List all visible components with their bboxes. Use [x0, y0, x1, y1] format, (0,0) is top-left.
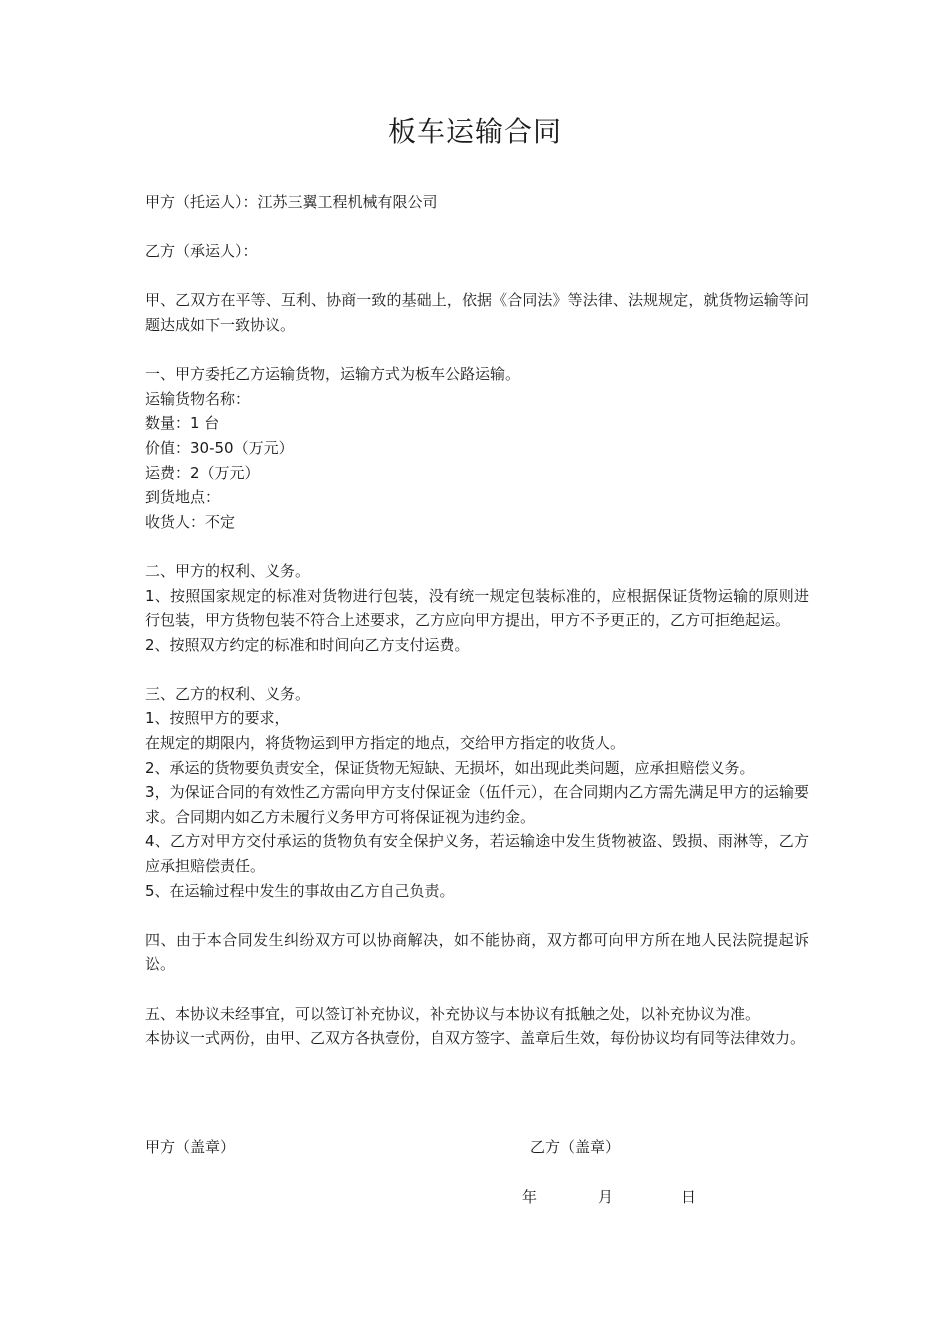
spacer — [145, 977, 809, 1002]
section4-paragraph: 四、由于本合同发生纠纷双方可以协商解决，如不能协商，双方都可向甲方所在地人民法院提起诉讼。 — [145, 930, 809, 974]
spacer — [145, 903, 809, 928]
section3-item: 4、乙方对甲方交付承运的货物负有安全保护义务，若运输途中发生货物被盗、毁损、雨淋等，乙方应承担赔偿责任。 — [145, 832, 809, 876]
section3-item: 2、承运的货物要负责安全，保证货物无短缺、无损坏，如出现此类问题，应承担赔偿义务。 — [145, 758, 755, 777]
section3-item: 1、按照甲方的要求， — [145, 709, 290, 728]
spacer — [145, 338, 809, 363]
spacer — [145, 534, 809, 559]
section3-item: 在规定的期限内，将货物运到甲方指定的地点，交给甲方指定的收货人。 — [145, 734, 626, 753]
cargo-name-line: 运输货物名称： — [145, 389, 251, 408]
document-title: 板车运输合同 — [387, 115, 562, 148]
party-b-seal-label: 乙方（盖章） — [530, 1138, 621, 1156]
party-a-seal-label: 甲方（盖章） — [145, 1138, 236, 1156]
party-a-line: 甲方（托运人）：江苏三翼工程机械有限公司 — [145, 193, 438, 211]
freight-line: 运费：2（万元） — [145, 463, 260, 482]
section3-heading: 三、乙方的权利、义务。 — [145, 684, 311, 703]
date-month-label: 月 — [598, 1188, 614, 1206]
spacer — [145, 264, 809, 289]
section2-heading: 二、甲方的权利、义务。 — [145, 561, 311, 580]
section1-heading: 一、甲方委托乙方运输货物，运输方式为板车公路运输。 — [145, 365, 521, 384]
value-line: 价值：30-50（万元） — [145, 438, 294, 457]
spacer — [145, 215, 809, 240]
quantity-line: 数量：1 台 — [145, 414, 220, 433]
date-year-label: 年 — [522, 1188, 538, 1206]
date-day-label: 日 — [681, 1188, 697, 1206]
section5-line1: 五、本协议未经事宜，可以签订补充协议，补充协议与本协议有抵触之处，以补充协议为准。 — [145, 1004, 761, 1023]
signature-row — [145, 1136, 809, 1162]
section2-item: 1、按照国家规定的标准对货物进行包装，没有统一规定包装标准的，应根据保证货物运输的原则进行包装，甲方货物包装不符合上述要求，乙方应向甲方提出，甲方不予更正的，乙方可拒绝起运。 — [145, 586, 809, 630]
party-b-line: 乙方（承运人）： — [145, 242, 258, 261]
section3-item: 5、在运输过程中发生的事故由乙方自己负责。 — [145, 881, 455, 900]
contract-body — [145, 190, 809, 1051]
section5-line2: 本协议一式两份，由甲、乙双方各执壹份，自双方签字、盖章后生效，每份协议均有同等法律效力。 — [145, 1029, 806, 1048]
section3-item: 3，为保证合同的有效性乙方需向甲方支付保证金（伍仟元），在合同期内乙方需先满足甲方的运输要求。合同期内如乙方未履行义务甲方可将保证视为违约金。 — [145, 783, 809, 826]
intro-paragraph: 甲、乙双方在平等、互利、协商一致的基础上，依据《合同法》等法律、法规规定，就货物运输等问题达成如下一致协议。 — [145, 291, 809, 334]
section2-item: 2、按照双方约定的标准和时间向乙方支付运费。 — [145, 635, 470, 654]
consignee-line: 收货人：不定 — [145, 512, 236, 531]
spacer — [145, 657, 809, 682]
destination-line: 到货地点： — [145, 488, 221, 507]
